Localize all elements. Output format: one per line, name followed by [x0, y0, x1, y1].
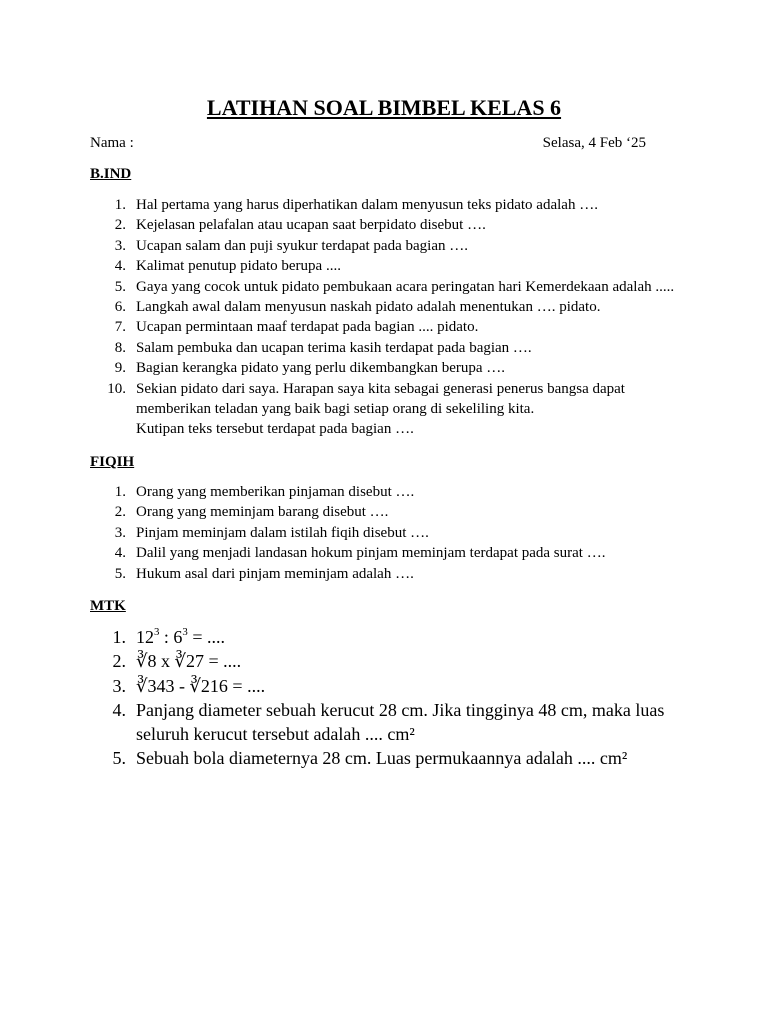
bind-question — [90, 338, 700, 358]
question-number: 4. — [114, 545, 126, 562]
fiqih-question — [90, 482, 700, 502]
question-text: Orang yang memberikan pinjaman disebut …. — [136, 484, 415, 500]
question-number: 2. — [114, 217, 126, 234]
question-number: 8. — [114, 339, 126, 356]
question-number: 10. — [107, 380, 126, 397]
question-number: 2. — [114, 504, 126, 521]
base-number: 6 — [173, 627, 183, 647]
question-number: 3. — [114, 237, 126, 254]
question-number: 4. — [112, 699, 126, 720]
question-text: Kalimat penutup pidato berupa .... — [136, 258, 341, 275]
base-number: 12 — [136, 627, 154, 647]
bind-question — [90, 195, 700, 215]
question-text: Kejelasan pelafalan atau ucapan saat berpidato disebut …. — [136, 217, 486, 234]
fiqih-question — [90, 543, 700, 563]
section-heading-mtk: MTK — [90, 598, 126, 614]
bind-question-list — [90, 195, 700, 440]
operator: : — [159, 627, 174, 647]
question-text: Pinjam meminjam dalam istilah fiqih disebut …. — [136, 524, 429, 541]
bind-question — [90, 297, 700, 317]
question-text: Dalil yang menjadi landasan hokum pinjam meminjam terdapat pada surat …. — [136, 545, 606, 562]
page-title: LATIHAN SOAL BIMBEL KELAS 6 — [206, 95, 562, 120]
question-text: ∛8 x ∛27 = .... — [136, 651, 242, 672]
question-number: 2. — [112, 651, 126, 672]
date-label: Selasa, 4 Feb ‘25 — [542, 135, 646, 151]
fiqih-question — [90, 564, 700, 584]
mtk-question — [90, 649, 700, 673]
question-number: 7. — [114, 319, 126, 336]
header-row — [90, 133, 646, 153]
fiqih-question-list — [90, 482, 700, 584]
question-number: 6. — [114, 299, 126, 316]
question-text-continued: Kutipan teks tersebut terdapat pada bagian …. — [136, 421, 414, 438]
question-number: 3. — [112, 675, 126, 696]
bind-question — [90, 256, 700, 276]
mtk-question — [90, 674, 700, 698]
mtk-question — [90, 698, 700, 747]
exponent: 3 — [154, 625, 160, 638]
exponent: 3 — [182, 625, 188, 638]
question-number: 1. — [114, 197, 126, 213]
question-text: Bagian kerangka pidato yang perlu dikembangkan berupa …. — [136, 360, 506, 377]
question-number: 5. — [114, 278, 126, 295]
bind-question — [90, 236, 700, 256]
bind-question — [90, 215, 700, 235]
name-label: Nama : — [90, 135, 134, 151]
bind-question — [90, 277, 700, 297]
question-text: Langkah awal dalam menyusun naskah pidato adalah menentukan …. pidato. — [136, 299, 601, 316]
mtk-question — [90, 625, 700, 649]
question-text: Salam pembuka dan ucapan terima kasih terdapat pada bagian …. — [136, 339, 532, 356]
section-heading-fiqih: FIQIH — [90, 454, 135, 470]
question-number: 1. — [114, 484, 126, 500]
mtk-question — [90, 746, 700, 770]
question-text — [136, 625, 700, 649]
question-text: Sebuah bola diameternya 28 cm. Luas permukaannya adalah .... cm² — [136, 748, 628, 769]
question-text: Ucapan permintaan maaf terdapat pada bagian .... pidato. — [136, 319, 479, 336]
question-number: 1. — [112, 627, 126, 647]
fiqih-question — [90, 523, 700, 543]
question-number: 9. — [114, 360, 126, 377]
question-text: ∛343 - ∛216 = .... — [136, 675, 266, 696]
question-text: Ucapan salam dan puji syukur terdapat pada bagian …. — [136, 237, 468, 254]
question-number: 5. — [114, 565, 126, 582]
bind-question — [90, 379, 700, 440]
question-text: Orang yang meminjam barang disebut …. — [136, 504, 389, 521]
question-text-continued: seluruh kerucut tersebut adalah .... cm² — [136, 724, 415, 745]
bind-question — [90, 358, 700, 378]
question-text: Panjang diameter sebuah kerucut 28 cm. Jika tingginya 48 cm, maka luas — [136, 699, 665, 720]
question-text-continued: memberikan teladan yang baik bagi setiap orang di sekeliling kita. — [136, 401, 535, 418]
question-text: Hal pertama yang harus diperhatikan dalam menyusun teks pidato adalah …. — [136, 197, 598, 213]
question-text: Sekian pidato dari saya. Harapan saya kita sebagai generasi penerus bangsa dapat — [136, 380, 625, 397]
section-heading-bind: B.IND — [90, 166, 132, 182]
question-number: 3. — [114, 524, 126, 541]
fiqih-question — [90, 502, 700, 522]
mtk-question-list — [90, 625, 700, 771]
bind-question — [90, 317, 700, 337]
question-number: 4. — [114, 258, 126, 275]
question-text: Hukum asal dari pinjam meminjam adalah …. — [136, 565, 414, 582]
equation-tail: = .... — [187, 627, 225, 647]
question-number: 5. — [112, 748, 126, 769]
question-text: Gaya yang cocok untuk pidato pembukaan acara peringatan hari Kemerdekaan adalah ..... — [136, 278, 675, 295]
